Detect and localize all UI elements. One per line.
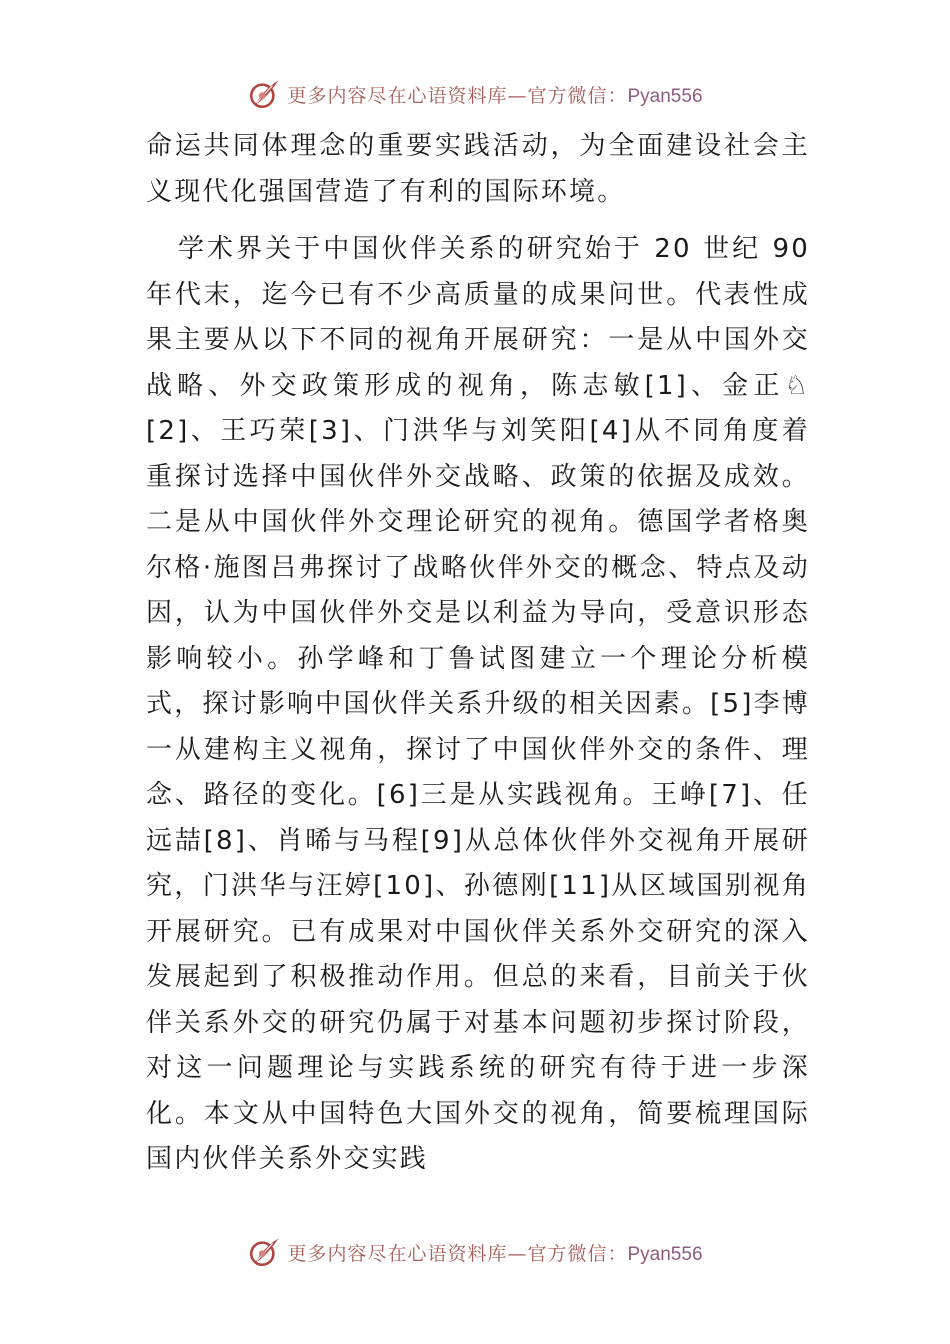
- banner-text: [287, 1239, 702, 1266]
- banner-wechat-label: 官方微信：: [527, 1242, 628, 1265]
- paragraph-1: 命运共同体理念的重要实践活动，为全面建设社会主义现代化强国营造了有利的国际环境。: [146, 131, 810, 207]
- quill-logo-icon: [247, 1235, 281, 1269]
- header-banner: [0, 74, 950, 114]
- banner-wechat-id: Pyan556: [627, 1243, 703, 1265]
- banner-separator: —: [507, 1242, 528, 1265]
- quill-logo-icon: [247, 77, 281, 111]
- banner-text: [287, 81, 702, 108]
- footer-banner: [0, 1232, 950, 1272]
- banner-main-text: 更多内容尽在心语资料库: [287, 1242, 508, 1265]
- banner-main-text: 更多内容尽在心语资料库: [287, 84, 508, 107]
- banner-wechat-id: Pyan556: [627, 85, 703, 107]
- document-body: [146, 124, 810, 1183]
- paragraph-2: 学术界关于中国伙伴关系的研究始于 20 世纪 90 年代末，迄今已有不少高质量的成果问世。代表性成果主要从以下不同的视角开展研究：一是从中国外交战略、外交政策形成的视角，陈志敏[1]、金正♘[2]、王巧荣[3]、门洪华与刘笑阳[4]从不同角度着重探讨选择中国伙伴外交战略、政策的依据及成效。二是从中国伙伴外交理论研究的视角。德国学者格奥尔格·施图吕弗探讨了战略伙伴外交的概念、特点及动因，认为中国伙伴外交是以利益为导向，受意识形态影响较小。孙学峰和丁鲁试图建立一个理论分析模式，探讨影响中国伙伴关系升级的相关因素。[5]李博一从建构主义视角，探讨了中国伙伴外交的条件、理念、路径的变化。[6]三是从实践视角。王峥[7]、任远喆[8]、肖晞与马程[9]从总体伙伴外交视角开展研究，门洪华与汪婷[10]、孙德刚[11]从区域国别视角开展研究。已有成果对中国伙伴关系外交研究的深入发展起到了积极推动作用。但总的来看，目前关于伙伴关系外交的研究仍属于对基本问题初步探讨阶段，对这一问题理论与实践系统的研究有待于进一步深化。本文从中国特色大国外交的视角，简要梳理国际国内伙伴关系外交实践: [146, 234, 810, 1174]
- banner-wechat-label: 官方微信：: [527, 84, 628, 107]
- banner-separator: —: [507, 84, 528, 107]
